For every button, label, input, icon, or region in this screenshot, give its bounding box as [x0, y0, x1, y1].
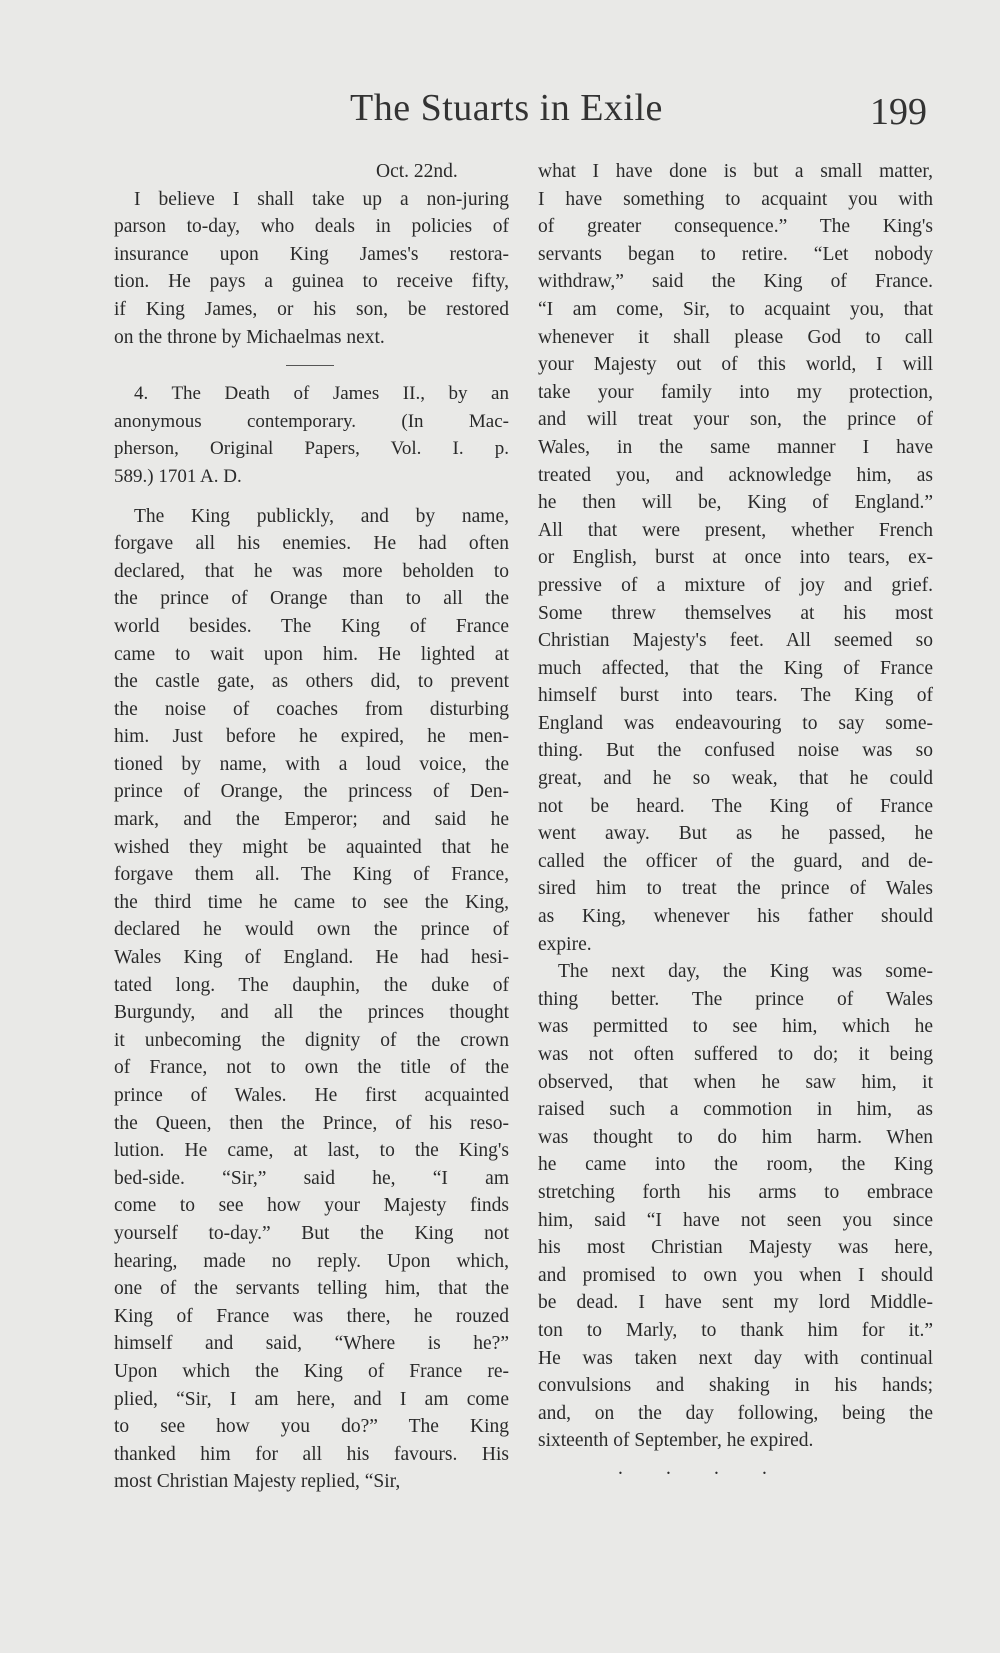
diary-paragraph — [114, 186, 509, 352]
text-line: Wales King of England. He had hesi- — [114, 947, 509, 969]
text-line: ton to Marly, to thank him for it.” — [538, 1319, 933, 1341]
ellipsis-dot: . — [618, 1457, 623, 1479]
text-line: tion. He pays a guinea to receive fifty, — [114, 271, 509, 293]
text-line: parson to-day, who deals in policies of — [114, 216, 509, 238]
text-line: hearing, made no reply. Upon which, — [114, 1250, 509, 1272]
text-line: Burgundy, and all the princes thought — [114, 1002, 509, 1024]
text-line: “I am come, Sir, to acquaint you, that — [538, 298, 933, 320]
text-line: was not often suffered to do; it being — [538, 1044, 933, 1065]
text-line: whenever it shall please God to call — [538, 326, 933, 348]
body-paragraph — [114, 503, 509, 1496]
text-line: called the officer of the guard, and de- — [538, 850, 933, 872]
spacer — [114, 491, 509, 503]
text-line: The next day, the King was some- — [558, 961, 933, 983]
text-line: bed-side. “Sir,” said he, “I am — [114, 1167, 509, 1189]
text-line: All that were present, whether French — [538, 519, 933, 541]
section-divider — [286, 365, 334, 366]
text-line: pressive of a mixture of joy and grief. — [538, 574, 933, 596]
text-line: your Majesty out of this world, I will — [538, 354, 933, 376]
heading-line: 4. The Death of James II., by an — [134, 383, 509, 405]
text-line: take your family into my protection, — [538, 381, 933, 403]
text-line: himself burst into tears. The King of — [538, 685, 933, 707]
text-line: he came into the room, the King — [538, 1154, 933, 1176]
page-number: 199 — [870, 91, 927, 133]
text-line: insurance upon King James's restora- — [114, 243, 509, 265]
text-line: forgave all his enemies. He had often — [114, 533, 509, 555]
text-line: King of France was there, he rouzed — [114, 1305, 509, 1327]
heading-line: pherson, Original Papers, Vol. I. p. — [114, 438, 509, 460]
text-line: if King James, or his son, be restored — [114, 298, 509, 320]
text-line: went away. But as he passed, he — [538, 823, 933, 845]
text-line: raised such a commotion in him, as — [538, 1099, 933, 1121]
text-line: sixteenth of September, he expired. — [538, 1430, 814, 1452]
text-line: England was endeavouring to say some- — [538, 712, 933, 734]
text-line: came to wait upon him. He lighted at — [114, 643, 509, 665]
text-line: yourself to-day.” But the King not — [114, 1222, 509, 1244]
body-paragraph — [538, 958, 933, 1455]
text-line: was thought to do him harm. When — [538, 1126, 933, 1148]
heading-line: 589.) 1701 A. D. — [114, 465, 242, 487]
text-line: prince of Orange, the princess of Den- — [114, 781, 509, 803]
ellipsis-marks — [538, 1455, 933, 1483]
text-line: Christian Majesty's feet. All seemed so — [538, 630, 933, 652]
ellipsis-dot: . — [714, 1457, 719, 1479]
diary-date: Oct. 22nd. — [376, 161, 458, 182]
text-line: mark, and the Emperor; and said he — [114, 809, 509, 831]
text-line: Upon which the King of France re- — [114, 1360, 509, 1382]
ellipsis-dot: . — [762, 1457, 767, 1479]
text-line: the prince of Orange than to all the — [114, 588, 509, 610]
text-line: The King publickly, and by name, — [134, 505, 509, 527]
body-paragraph — [538, 158, 933, 958]
text-line: and promised to own you when I should — [538, 1264, 933, 1286]
text-line: thing. But the confused noise was so — [538, 740, 933, 762]
text-line: the castle gate, as others did, to prevent — [114, 671, 509, 693]
text-line: it unbecoming the dignity of the crown — [114, 1029, 509, 1051]
text-line: declared, that he was more beholden to — [114, 560, 509, 582]
ellipsis-dot: . — [666, 1457, 671, 1479]
text-line: prince of Wales. He first acquainted — [114, 1085, 509, 1106]
text-line: the Queen, then the Prince, of his reso- — [114, 1112, 509, 1134]
text-line: not be heard. The King of France — [538, 795, 933, 817]
text-line: lution. He came, at last, to the King's — [114, 1140, 509, 1162]
heading-line: anonymous contemporary. (In Mac- — [114, 410, 509, 432]
text-line: sired him to treat the prince of Wales — [538, 878, 933, 900]
text-line: I believe I shall take up a non-juring — [134, 188, 509, 210]
text-line: plied, “Sir, I am here, and I am come — [114, 1388, 509, 1410]
text-line: convulsions and shaking in his hands; — [538, 1375, 933, 1397]
text-line: himself and said, “Where is he?” — [114, 1333, 509, 1355]
text-line: great, and he so weak, that he could — [538, 768, 933, 790]
text-line: thanked him for all his favours. His — [114, 1443, 509, 1465]
running-title: The Stuarts in Exile — [350, 87, 663, 129]
section-heading — [114, 380, 509, 490]
text-line: stretching forth his arms to embrace — [538, 1181, 933, 1203]
text-line: declared he would own the prince of — [114, 919, 509, 941]
text-line: forgave them all. The King of France, — [114, 864, 509, 886]
text-line: Some threw themselves at his most — [538, 602, 933, 624]
text-line: and, on the day following, being the — [538, 1402, 933, 1424]
text-line: one of the servants telling him, that the — [114, 1278, 509, 1300]
text-line: of greater consequence.” The King's — [538, 216, 933, 238]
text-line: servants began to retire. “Let nobody — [538, 243, 933, 265]
text-line: Wales, in the same manner I have — [538, 436, 933, 458]
text-line: tioned by name, with a loud voice, the — [114, 753, 509, 775]
text-line: tated long. The dauphin, the duke of — [114, 974, 509, 996]
text-line: thing better. The prince of Wales — [538, 988, 933, 1010]
text-line: be dead. I have sent my lord Middle- — [538, 1292, 933, 1314]
text-line: observed, that when he saw him, it — [538, 1071, 933, 1093]
text-line: expire. — [538, 933, 592, 955]
text-line: I have something to acquaint you with — [538, 188, 933, 210]
text-line: was permitted to see him, which he — [538, 1016, 933, 1038]
text-line: and will treat your son, the prince of — [538, 409, 933, 431]
text-line: of France, not to own the title of the — [114, 1057, 509, 1079]
text-line: withdraw,” said the King of France. — [538, 271, 933, 293]
text-line: treated you, and acknowledge him, as — [538, 464, 933, 486]
text-line: most Christian Majesty replied, “Sir, — [114, 1471, 401, 1493]
text-line: his most Christian Majesty was here, — [538, 1237, 933, 1259]
text-line: as King, whenever his father should — [538, 906, 933, 928]
text-line: the noise of coaches from disturbing — [114, 698, 509, 720]
text-line: or English, burst at once into tears, ex- — [538, 547, 933, 569]
text-line: world besides. The King of France — [114, 615, 509, 637]
page-header — [0, 86, 1000, 146]
text-line: to see how you do?” The King — [114, 1416, 509, 1438]
text-line: He was taken next day with continual — [538, 1347, 933, 1369]
text-line: him. Just before he expired, he men- — [114, 726, 509, 748]
right-column — [538, 158, 933, 1483]
text-line: he then will be, King of England.” — [538, 492, 933, 514]
text-line: what I have done is but a small matter, — [538, 161, 933, 182]
text-line: the third time he came to see the King, — [114, 891, 509, 913]
text-line: him, said “I have not seen you since — [538, 1209, 933, 1231]
text-line: much affected, that the King of France — [538, 657, 933, 679]
text-line: come to see how your Majesty finds — [114, 1195, 509, 1217]
text-line: wished they might be aquainted that he — [114, 836, 509, 858]
text-line: on the throne by Michaelmas next. — [114, 326, 385, 348]
left-column — [114, 158, 509, 1496]
